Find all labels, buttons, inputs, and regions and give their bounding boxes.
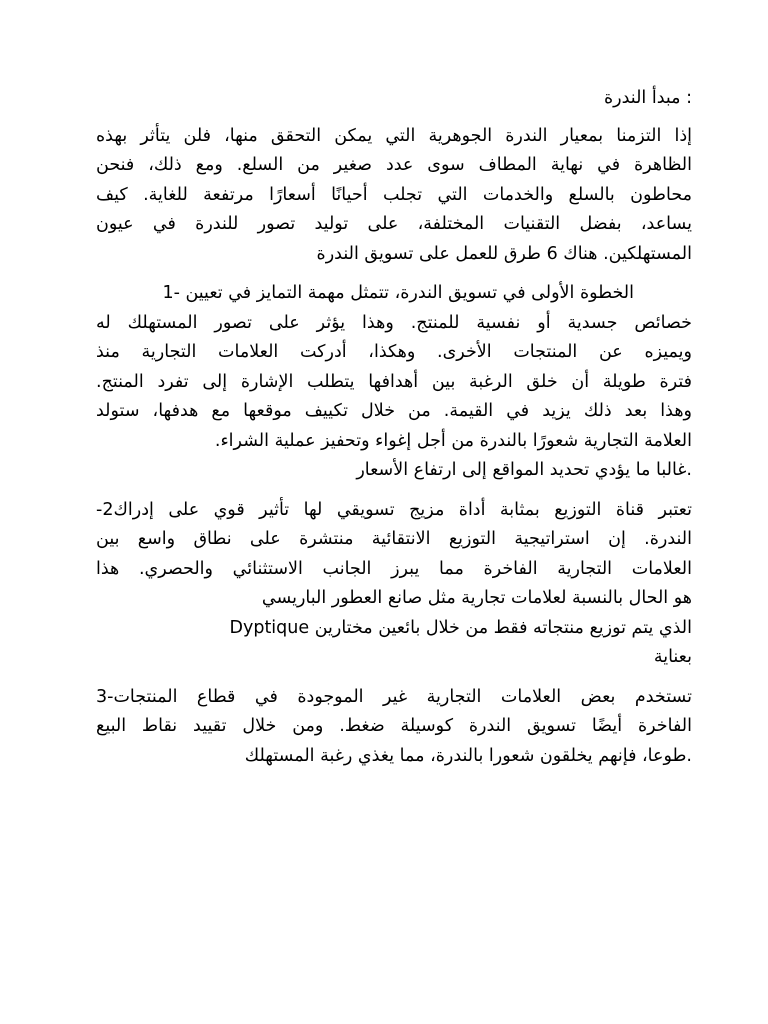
paragraph-line: بعناية [653, 647, 692, 667]
paragraph-line: وهذا بعد ذلك يزيد في القيمة. من خلال تكييف موقعها مع هدفها، ستولد [96, 401, 692, 421]
paragraph-line: الندرة. إن استراتيجية التوزيع الانتقائية منتشرة على نطاق واسع بين [96, 529, 692, 549]
paragraph-line: فترة طويلة أن خلق الرغبة بين أهدافها يتطلب الإشارة إلى تفرد المنتج. [96, 371, 692, 392]
paragraph-line: الفاخرة أيضًا تسويق الندرة كوسيلة ضغط. ومن خلال تقييد نقاط البيع [96, 716, 692, 736]
paragraph-line: يساعد، بفضل التقنيات المختلفة، على توليد تصور للندرة في عيون [96, 214, 692, 234]
paragraph-line: تستخدم بعض العلامات التجارية غير الموجودة في قطاع المنتجات-3 [96, 686, 692, 707]
section-heading: : مبدأ الندرة [603, 88, 692, 108]
paragraph-line: العلامات التجارية الفاخرة مما يبرز الجانب الاستثنائي والحصري. هذا [96, 558, 692, 579]
paragraph-line: .طوعا، فإنهم يخلقون شعورا بالندرة، مما يغذي رغبة المستهلك [244, 745, 692, 766]
point-1-paragraph [96, 279, 692, 486]
paragraph-line: الذي يتم توزيع منتجاته فقط من خلال بائعين مختارين Dyptique [229, 617, 692, 638]
paragraph-line: .غالبا ما يؤدي تحديد المواقع إلى ارتفاع الأسعار [356, 460, 692, 480]
paragraph-line: الخطوة الأولى في تسويق الندرة، تتمثل مهمة التمايز في تعيين -1 [162, 283, 634, 303]
paragraph-line: تعتبر قناة التوزيع بمثابة أداة مزيج تسويقي لها تأثير قوي على إدراك2- [96, 499, 692, 520]
point-3-paragraph [96, 683, 692, 772]
document-page [96, 84, 692, 781]
paragraph-line: محاطون بالسلع والخدمات التي تجلب أحيانًا أسعارًا مرتفعة للغاية. كيف [96, 184, 692, 205]
paragraph-line: المستهلكين. هناك 6 طرق للعمل على تسويق الندرة [316, 243, 692, 264]
paragraph-line: خصائص جسدية أو نفسية للمنتج. وهذا يؤثر على تصور المستهلك له [96, 312, 692, 333]
paragraph-line: الظاهرة في نهاية المطاف سوى عدد صغير من السلع. ومع ذلك، فنحن [96, 155, 692, 175]
point-2-paragraph [96, 496, 692, 673]
paragraph-line: العلامة التجارية شعورًا بالندرة من أجل إغواء وتحفيز عملية الشراء. [214, 430, 692, 451]
paragraph-line: إذا التزمنا بمعيار الندرة الجوهرية التي يمكن التحقق منها، فلن يتأثر بهذه [96, 125, 692, 146]
paragraph-line: هو الحال بالنسبة لعلامات تجارية مثل صانع العطور الباريسي [261, 588, 692, 608]
intro-paragraph [96, 122, 692, 270]
paragraph-line: ويميزه عن المنتجات الأخرى. وهكذا، أدركت العلامات التجارية منذ [96, 342, 692, 362]
